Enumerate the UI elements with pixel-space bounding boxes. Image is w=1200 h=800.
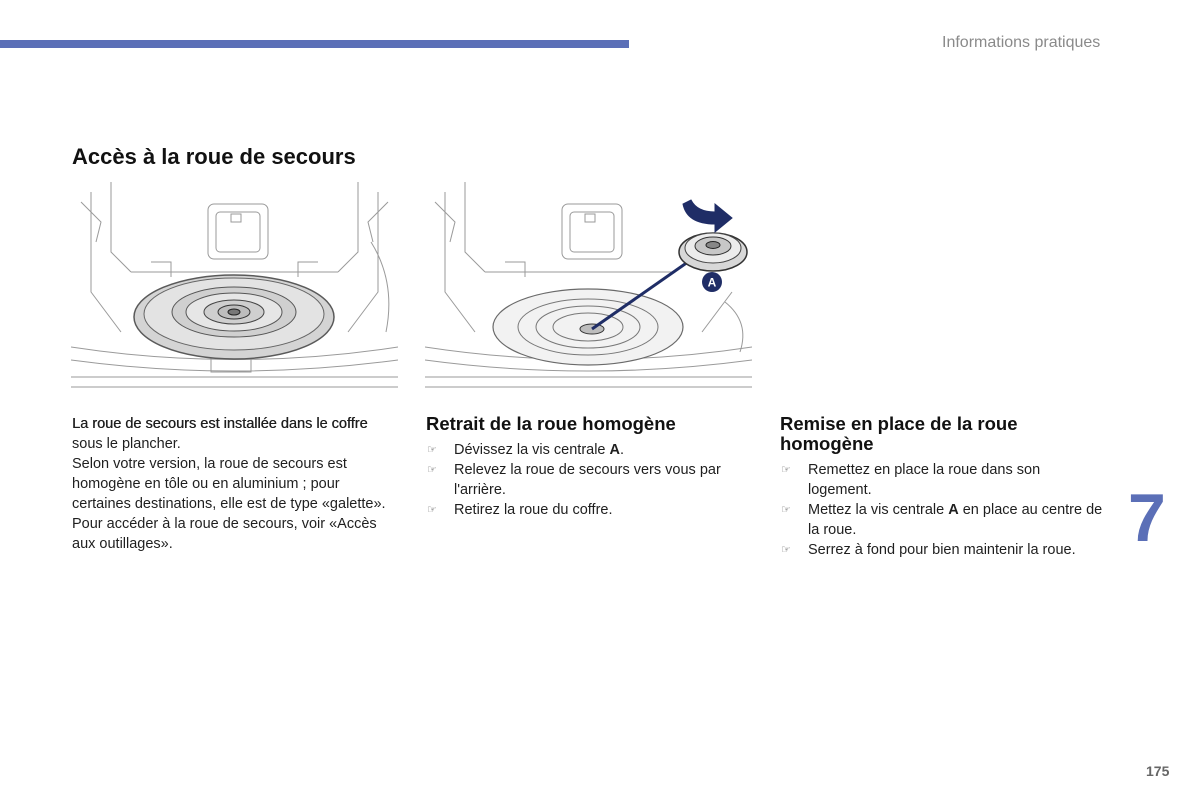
refit-heading: Remise en place de la roue homogène: [780, 413, 1018, 454]
removal-step-3: [426, 500, 746, 520]
removal-step-1-text: Dévissez la vis centrale: [454, 442, 610, 458]
section-header: Informations pratiques: [942, 34, 1101, 51]
refit-step-3: [780, 540, 1105, 560]
removal-step-2-text: Relevez la roue de secours vers vous par l'arrière.: [454, 462, 721, 498]
refit-step-1: [780, 460, 1105, 500]
refit-step-2-ref: A: [948, 502, 959, 518]
removal-step-1-end: .: [620, 442, 625, 458]
refit-steps: [780, 460, 1105, 560]
intro-lead: La roue de secours est installée dans le coffre: [72, 416, 368, 432]
removal-steps: [426, 440, 746, 520]
refit-column: [780, 414, 1105, 560]
removal-step-1: [426, 440, 746, 460]
hand-pointer-icon: ☞: [427, 504, 437, 516]
hand-pointer-icon: ☞: [781, 464, 791, 476]
removal-heading: Retrait de la roue homogène: [426, 413, 676, 434]
hand-pointer-icon: ☞: [427, 444, 437, 456]
intro-paragraph-1: [72, 414, 402, 454]
refit-step-1-text: Remettez en place la roue dans son logement.: [808, 462, 1041, 498]
hand-pointer-icon: ☞: [781, 544, 791, 556]
intro-paragraph-2: Selon votre version, la roue de secours est homogène en tôle ou en aluminium ; pour certaines destinations, elle est de type «galette».: [72, 456, 386, 512]
refit-step-3-text: Serrez à fond pour bien maintenir la roue.: [808, 542, 1076, 558]
illustration-trunk-spare-wheel: [71, 182, 398, 397]
intro-column: [72, 414, 402, 554]
refit-step-2: [780, 500, 1105, 540]
refit-step-2-text: Mettez la vis centrale: [808, 502, 949, 518]
header-accent-bar: [0, 40, 629, 48]
intro-paragraph-3: Pour accéder à la roue de secours, voir «Accès aux outillages».: [72, 516, 377, 552]
refit-step-2-end: en place au centre de la roue.: [808, 502, 1103, 538]
chapter-number: 7: [1128, 480, 1166, 556]
page-number: 175: [1146, 763, 1170, 779]
removal-step-3-text: Retirez la roue du coffre.: [454, 502, 613, 518]
page-title: Accès à la roue de secours: [72, 144, 356, 169]
callout-label-a: A: [707, 275, 717, 290]
removal-step-1-ref: A: [609, 442, 621, 458]
removal-step-2: [426, 460, 746, 500]
intro-lead-rest: sous le plancher.: [72, 436, 181, 452]
illustration-spare-wheel-removal: [425, 182, 752, 397]
hand-pointer-icon: ☞: [781, 504, 791, 516]
removal-column: [426, 414, 746, 520]
hand-pointer-icon: ☞: [427, 464, 437, 476]
